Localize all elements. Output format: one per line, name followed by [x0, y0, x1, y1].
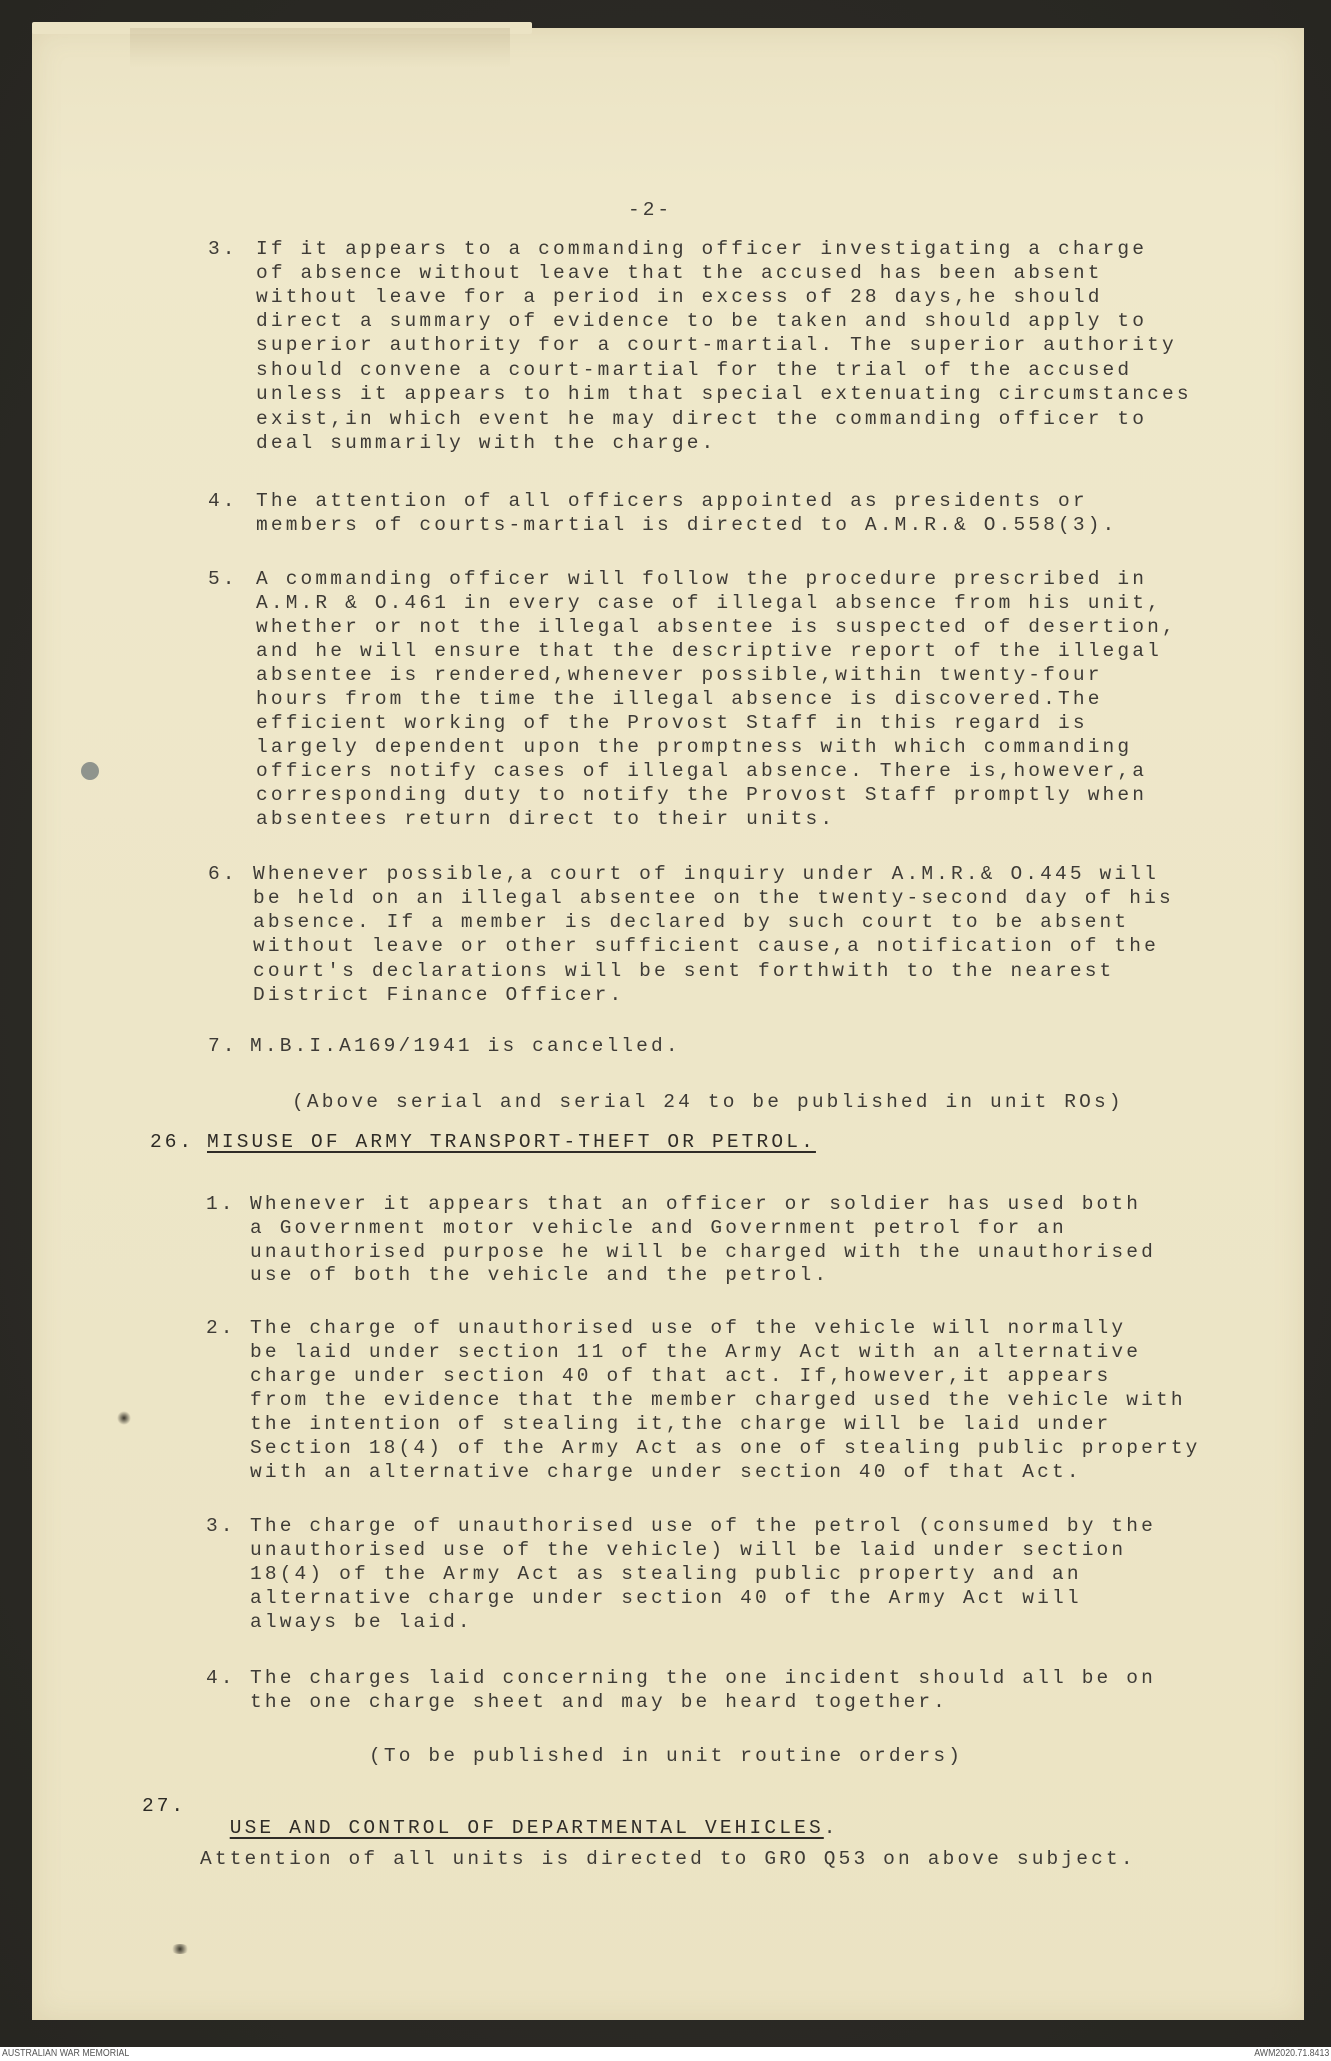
section-27-title-wrap [200, 1795, 839, 1839]
item-number: 5. [208, 568, 238, 590]
paper-fold-shadow [130, 28, 510, 68]
section-27-number: 27. [142, 1795, 187, 1817]
section-27-title-suffix: . [823, 1817, 839, 1839]
item-number: 3. [208, 238, 238, 260]
item-number: 1. [206, 1193, 236, 1215]
section-26-number: 26. [150, 1131, 195, 1153]
paragraph-line: from the evidence that the member charged used the vehicle with [250, 1389, 1186, 1411]
paragraph-line: be laid under section 11 of the Army Act with an alternative [250, 1341, 1142, 1363]
paragraph-line: be held on an illegal absentee on the twenty-second day of his [253, 887, 1174, 909]
paragraph-line: 18(4) of the Army Act as stealing public property and an [250, 1563, 1082, 1585]
paragraph-line: whether or not the illegal absentee is suspected of desertion, [256, 616, 1177, 638]
paragraph-line: corresponding duty to notify the Provost Staff promptly when [256, 784, 1148, 806]
paragraph-line: District Finance Officer. [253, 984, 625, 1006]
paragraph-line: If it appears to a commanding officer investigating a charge [256, 238, 1148, 260]
paragraph-line: of absence without leave that the accused has been absent [256, 262, 1103, 284]
paragraph-line: Whenever it appears that an officer or soldier has used both [250, 1193, 1142, 1215]
item-number: 3. [206, 1515, 236, 1537]
paragraph-line: unauthorised purpose he will be charged with the unauthorised [250, 1241, 1156, 1263]
item-number: 4. [208, 490, 238, 512]
paragraph-line: direct a summary of evidence to be taken and should apply to [256, 310, 1148, 332]
paragraph-line: hours from the time the illegal absence is discovered.The [256, 688, 1103, 710]
section-27-body: Attention of all units is directed to GRO Q53 on above subject. [200, 1848, 1136, 1870]
paragraph-line: a Government motor vehicle and Government petrol for an [250, 1217, 1067, 1239]
paragraph-line: court's declarations will be sent forthwith to the nearest [253, 960, 1115, 982]
paragraph-line: officers notify cases of illegal absence. There is,however,a [256, 760, 1148, 782]
paragraph-line: The charge of unauthorised use of the vehicle will normally [250, 1317, 1127, 1339]
paragraph-line: without leave for a period in excess of 28 days,he should [256, 286, 1103, 308]
section-26-title: MISUSE OF ARMY TRANSPORT-THEFT OR PETROL. [207, 1131, 816, 1153]
paragraph-line: The attention of all officers appointed as presidents or [256, 490, 1088, 512]
paragraph-line: charge under section 40 of that act. If,however,it appears [250, 1365, 1112, 1387]
paper-damage-mark [170, 1944, 190, 1954]
item-number: 7. [208, 1035, 238, 1057]
paragraph-line: unauthorised use of the vehicle) will be laid under section [250, 1539, 1127, 1561]
paragraph-line: largely dependent upon the promptness with which commanding [256, 736, 1133, 758]
paragraph-line: The charges laid concerning the one incident should all be on [250, 1667, 1156, 1689]
archive-footer [0, 2047, 1331, 2061]
accession-number: AWM2020.71.8413 [1253, 2048, 1329, 2059]
paragraph-line: Section 18(4) of the Army Act as one of stealing public property [250, 1437, 1201, 1459]
paper-damage-mark [117, 1411, 131, 1425]
paragraph-line: The charge of unauthorised use of the petrol (consumed by the [250, 1515, 1156, 1537]
paragraph-line: the intention of stealing it,the charge will be laid under [250, 1413, 1112, 1435]
item-number: 2. [206, 1317, 236, 1339]
paragraph-line: unless it appears to him that special extenuating circumstances [256, 383, 1192, 405]
section-25-publication-note: (Above serial and serial 24 to be published in unit ROs) [292, 1091, 1124, 1113]
paragraph-line: exist,in which event he may direct the commanding officer to [256, 408, 1148, 430]
paragraph-line: without leave or other sufficient cause,a notification of the [253, 935, 1159, 957]
paragraph-line: absentee is rendered,whenever possible,within twenty-four [256, 664, 1103, 686]
section-26-publication-note: (To be published in unit routine orders) [369, 1745, 964, 1767]
paragraph-line: A commanding officer will follow the procedure prescribed in [256, 568, 1148, 590]
item-number: 4. [206, 1667, 236, 1689]
paragraph-line: efficient working of the Provost Staff in this regard is [256, 712, 1088, 734]
hole-punch-mark [81, 762, 99, 780]
paragraph-line: members of courts-martial is directed to A.M.R.& O.558(3). [256, 514, 1118, 536]
paragraph-line: and he will ensure that the descriptive report of the illegal [256, 640, 1162, 662]
institution-label: AUSTRALIAN WAR MEMORIAL [2, 2048, 130, 2059]
item-number: 6. [208, 863, 238, 885]
paragraph-line: superior authority for a court-martial. The superior authority [256, 334, 1177, 356]
paragraph-line: with an alternative charge under section 40 of that Act. [250, 1461, 1082, 1483]
paragraph-line: alternative charge under section 40 of the Army Act will [250, 1587, 1082, 1609]
paragraph-line: deal summarily with the charge. [256, 432, 717, 454]
paragraph-line: M.B.I.A169/1941 is cancelled. [250, 1035, 681, 1057]
paragraph-line: should convene a court-martial for the trial of the accused [256, 359, 1133, 381]
paragraph-line: Whenever possible,a court of inquiry under A.M.R.& O.445 will [253, 863, 1159, 885]
paragraph-line: absence. If a member is declared by such court to be absent [253, 911, 1130, 933]
page-number: -2- [628, 199, 673, 221]
paragraph-line: the one charge sheet and may be heard together. [250, 1691, 949, 1713]
paragraph-line: A.M.R & O.461 in every case of illegal absence from his unit, [256, 592, 1162, 614]
section-27-title: USE AND CONTROL OF DEPARTMENTAL VEHICLES [229, 1817, 824, 1839]
paragraph-line: always be laid. [250, 1611, 473, 1633]
paragraph-line: use of both the vehicle and the petrol. [250, 1264, 830, 1286]
paragraph-line: absentees return direct to their units. [256, 808, 836, 830]
